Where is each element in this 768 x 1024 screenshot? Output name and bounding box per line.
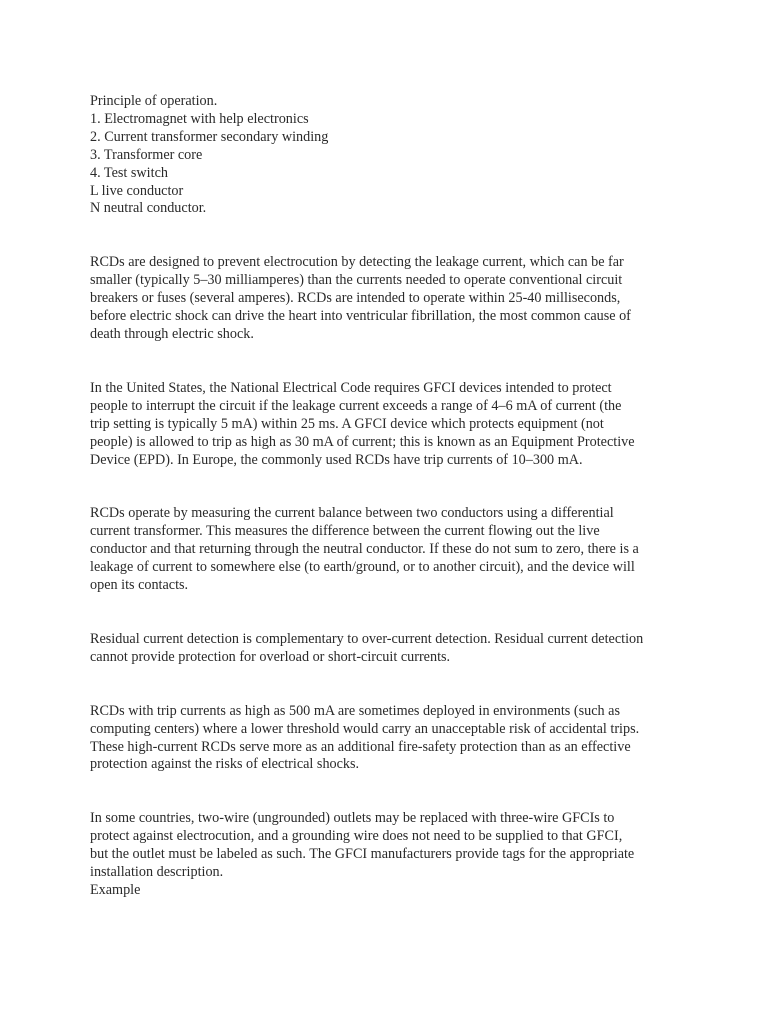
paragraph-line: death through electric shock.	[90, 325, 254, 342]
paragraph-line: protect against electrocution, and a grounding wire does not need to be supplied to that GFCI,	[90, 828, 623, 845]
paragraph-line: Residual current detection is complementary to over-current detection. Residual current detection	[90, 630, 644, 647]
paragraph-line: cannot provide protection for overload or short-circuit currents.	[90, 648, 451, 665]
paragraph-line: current transformer. This measures the difference between the current flowing out the live	[90, 523, 600, 540]
paragraph-line: Device (EPD). In Europe, the commonly used RCDs have trip currents of 10–300 mA.	[90, 451, 583, 468]
list-item: L live conductor	[90, 182, 184, 199]
list-item: 4. Test switch	[90, 164, 168, 181]
paragraph-operation	[90, 505, 680, 595]
paragraph-high-current	[90, 703, 680, 775]
list-item: 3. Transformer core	[90, 146, 203, 163]
example-label: Example	[90, 882, 141, 898]
paragraph-us-code	[90, 380, 680, 470]
paragraph-line: but the outlet must be labeled as such. The GFCI manufacturers provide tags for the appropriate	[90, 846, 635, 863]
paragraph-line: smaller (typically 5–30 milliamperes) than the currents needed to operate conventional circuit	[90, 272, 623, 289]
paragraph-line: open its contacts.	[90, 577, 189, 594]
paragraph-two-wire-outlets	[90, 810, 680, 900]
paragraph-rcd-design	[90, 254, 680, 344]
paragraph-line: RCDs operate by measuring the current balance between two conductors using a differential	[90, 505, 614, 522]
document-page	[90, 93, 680, 900]
list-title: Principle of operation.	[90, 93, 218, 109]
paragraph-line: installation description.	[90, 864, 224, 881]
paragraph-line: RCDs are designed to prevent electrocution by detecting the leakage current, which can be far	[90, 254, 624, 271]
paragraph-line: These high-current RCDs serve more as an additional fire-safety protection than as an effective	[90, 738, 631, 755]
operation-list	[90, 93, 680, 218]
list-item: 1. Electromagnet with help electronics	[90, 110, 309, 127]
paragraph-line: RCDs with trip currents as high as 500 mA are sometimes deployed in environments (such as	[90, 702, 620, 719]
paragraph-line: protection against the risks of electrical shocks.	[90, 756, 360, 773]
list-item: N neutral conductor.	[90, 200, 207, 217]
paragraph-line: In some countries, two-wire (ungrounded) outlets may be replaced with three-wire GFCIs to	[90, 810, 615, 827]
paragraph-line: computing centers) where a lower threshold would carry an unacceptable risk of accidental trips.	[90, 720, 640, 737]
paragraph-line: In the United States, the National Electrical Code requires GFCI devices intended to protect	[90, 379, 612, 396]
paragraph-line: before electric shock can drive the heart into ventricular fibrillation, the most common cause of	[90, 308, 631, 325]
list-item: 2. Current transformer secondary winding	[90, 128, 329, 145]
paragraph-residual-detection	[90, 631, 680, 667]
paragraph-line: people to interrupt the circuit if the leakage current exceeds a range of 4–6 mA of current (the	[90, 397, 622, 414]
paragraph-line: people) is allowed to trip as high as 30 mA of current; this is known as an Equipment Protective	[90, 433, 635, 450]
paragraph-line: breakers or fuses (several amperes). RCDs are intended to operate within 25-40 milliseconds,	[90, 290, 621, 307]
paragraph-line: conductor and that returning through the neutral conductor. If these do not sum to zero, there is a	[90, 541, 639, 558]
paragraph-line: trip setting is typically 5 mA) within 25 ms. A GFCI device which protects equipment (not	[90, 415, 604, 432]
paragraph-line: leakage of current to somewhere else (to earth/ground, or to another circuit), and the device will	[90, 559, 635, 576]
